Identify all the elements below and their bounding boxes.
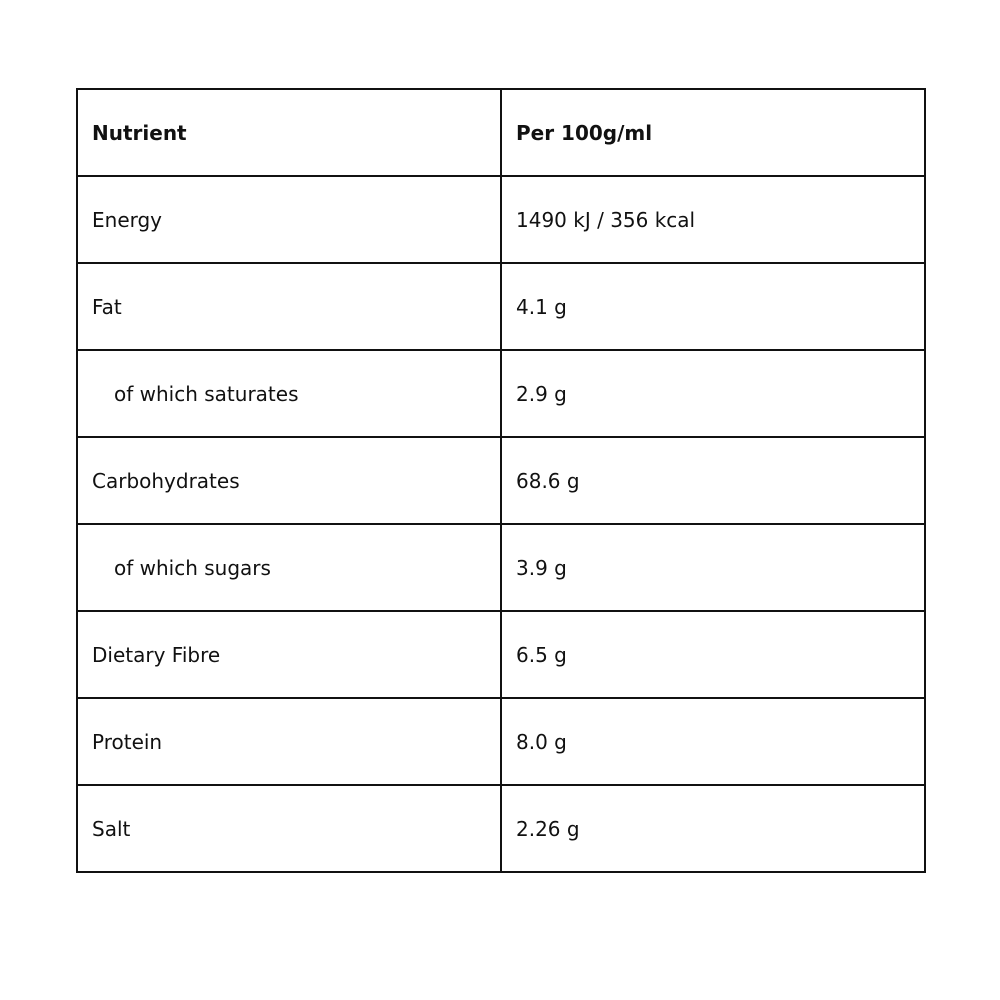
table-body [77,176,925,872]
nutrient-cell: Fat [77,263,501,350]
value-cell: 2.9 g [501,350,925,437]
nutrient-column-header: Nutrient [77,89,501,176]
per-100g-column-header: Per 100g/ml [501,89,925,176]
table-row [77,263,925,350]
nutrient-cell: Carbohydrates [77,437,501,524]
table-row [77,350,925,437]
value-cell: 6.5 g [501,611,925,698]
table-header [77,89,925,176]
table-row [77,176,925,263]
table-row [77,611,925,698]
table-row [77,437,925,524]
table-row [77,698,925,785]
value-cell: 2.26 g [501,785,925,872]
nutrient-cell: of which saturates [77,350,501,437]
value-cell: 4.1 g [501,263,925,350]
table-row [77,524,925,611]
value-cell: 68.6 g [501,437,925,524]
nutrient-cell: Salt [77,785,501,872]
nutrition-table [76,88,926,873]
nutrient-cell: of which sugars [77,524,501,611]
value-cell: 1490 kJ / 356 kcal [501,176,925,263]
table-row [77,785,925,872]
header-row [77,89,925,176]
nutrient-cell: Energy [77,176,501,263]
value-cell: 8.0 g [501,698,925,785]
value-cell: 3.9 g [501,524,925,611]
nutrient-cell: Protein [77,698,501,785]
nutrient-cell: Dietary Fibre [77,611,501,698]
